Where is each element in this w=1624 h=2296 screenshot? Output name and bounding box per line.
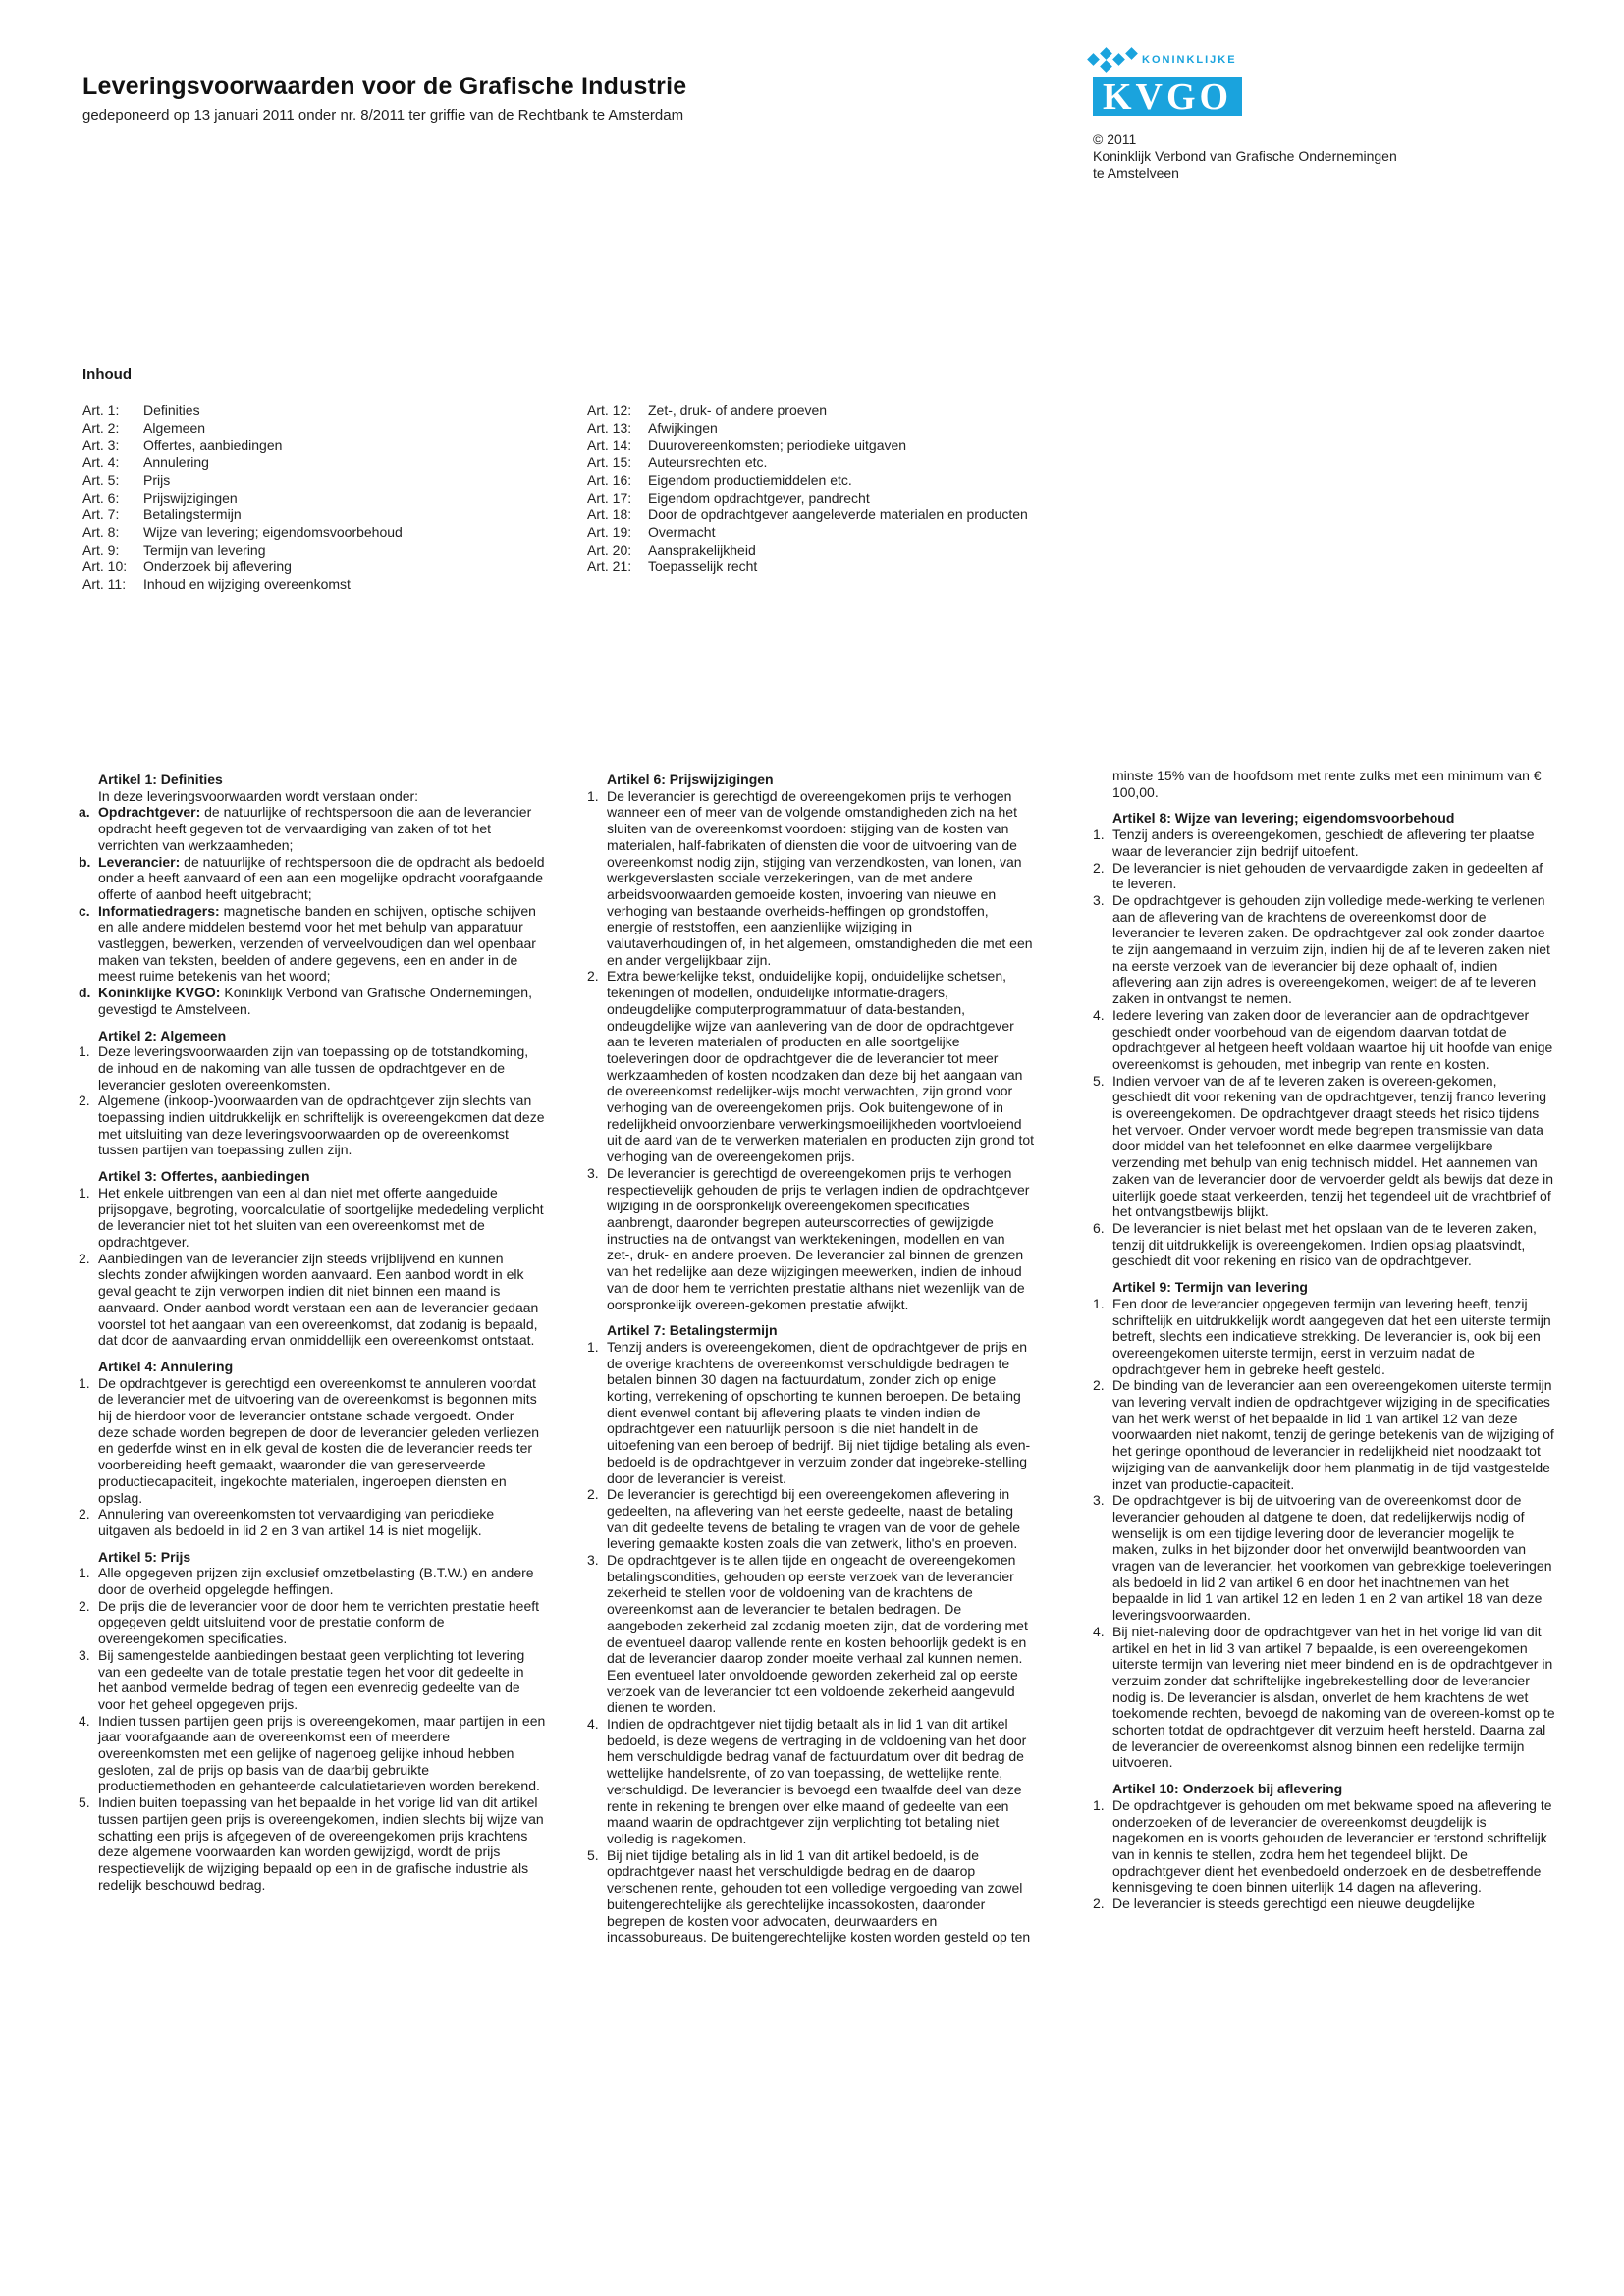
toc-entry xyxy=(587,437,1028,454)
toc-entry-label: Offertes, aanbiedingen xyxy=(143,437,283,454)
article-list xyxy=(587,788,1035,1313)
item-marker: 1. xyxy=(1093,1295,1105,1311)
copyright-block xyxy=(1093,132,1397,182)
article-intro: In deze leveringsvoorwaarden wordt verstaan onder: xyxy=(98,787,419,804)
item-marker: 2. xyxy=(587,968,599,985)
item-text: Bij samengestelde aanbiedingen bestaat geen verplichting tot levering van een gedeelte van de totale prestatie tegen het voor dit gedeelte in het aanbod vermelde bedrag of tegen een evenredig gedeelte van de voor het geheel opgegeven prijs. xyxy=(98,1646,525,1712)
definition-text: Koninklijk Verbond van Grafische Ondernemingen, gevestigd te Amstelveen. xyxy=(98,985,532,1017)
article-list xyxy=(1093,827,1556,1269)
toc-heading: Inhoud xyxy=(82,366,132,383)
copyright-location: te Amstelveen xyxy=(1093,165,1179,181)
text-column-2 xyxy=(587,772,1035,2213)
item-text: Deze leveringsvoorwaarden zijn van toepassing op de totstandkoming, de inhoud en de nakoming van alle tussen de opdrachtgever en de leverancier gesloten overeenkomsten. xyxy=(98,1043,529,1093)
article-7 xyxy=(587,1322,1035,1946)
article-heading: Artikel 2: Algemeen xyxy=(98,1027,227,1043)
toc-entry xyxy=(82,437,403,454)
toc-entry-number: Art. 20: xyxy=(587,541,632,558)
article-item xyxy=(1093,892,1556,1007)
article-item xyxy=(79,1794,546,1893)
toc-entry xyxy=(82,420,403,438)
toc-entry-number: Art. 9: xyxy=(82,541,120,558)
item-marker: 2. xyxy=(587,1486,599,1503)
toc-entry xyxy=(82,507,403,524)
item-text: Indien de opdrachtgever niet tijdig betaalt als in lid 1 van dit artikel bedoeld, is deze wegens de vertraging in de voldoening van het door hem verschuldigde bedrag vanaf de factuurdatum over dit bedrag de wettelijke handelsrente, of zo van toepassing, de wettelijke rente, verschuldigd. De leverancier is bevoegd een twaalfde deel van deze rente in rekening te brengen over elke maand of gedeelte van een maand waarin de opdrachtgever zijn verplichting tot betaling niet volledig is nagekomen. xyxy=(607,1716,1027,1846)
item-marker: 2. xyxy=(1093,1377,1105,1394)
toc-entry-number: Art. 8: xyxy=(82,523,120,540)
article-item xyxy=(587,1165,1035,1312)
item-text: Alle opgegeven prijzen zijn exclusief omzetbelasting (B.T.W.) en andere door de overheid opgelegde heffingen. xyxy=(98,1565,534,1598)
item-text: Algemene (inkoop-)voorwaarden van de opdrachtgever zijn slechts van toepassing indien uitdrukkelijk en schriftelijk is overeengekomen dat deze met uitsluiting van deze leveringsvoorwaarden op de overeenkomst tussen partijen van toepassing zullen zijn. xyxy=(98,1093,545,1158)
text-column-3 xyxy=(1093,768,1556,2220)
article-item xyxy=(79,1598,546,1647)
article-item xyxy=(1093,1492,1556,1624)
toc-entry xyxy=(82,576,403,594)
article-4 xyxy=(79,1359,546,1539)
article-7-continuation-text: minste 15% van de hoofdsom met rente zulks met een minimum van € 100,00. xyxy=(1112,768,1542,800)
toc-entry xyxy=(82,472,403,490)
article-6 xyxy=(587,772,1035,1312)
toc-entry-number: Art. 4: xyxy=(82,454,120,471)
article-item xyxy=(1093,827,1556,859)
item-text: De opdrachtgever is te allen tijde en ongeacht de overeengekomen betalingscondities, gehouden op eerste verzoek van de leverancier zekerheid te stellen voor de voldoening van de krachtens de overeenkomst aan de leverancier te betalen bedragen. De aangeboden zekerheid zal zodanig moeten zijn, dat de vordering met de eventueel daarop vallende rente en kosten behoorlijk gedekt is en dat de leverancier daarop zonder moeite verhaal zal kunnen nemen. Een eventueel later onvoldoende geworden zekerheid zal op eerste verzoek van de leverancier tot een voldoende zekerheid aangevuld dienen te worden. xyxy=(607,1552,1028,1716)
article-item xyxy=(587,968,1035,1164)
toc-entry-number: Art. 3: xyxy=(82,437,120,454)
article-list xyxy=(79,1565,546,1893)
article-list xyxy=(79,1185,546,1349)
toc-entry-number: Art. 6: xyxy=(82,489,120,506)
toc-entry xyxy=(587,402,1028,420)
article-item xyxy=(1093,1797,1556,1896)
toc-entry-number: Art. 17: xyxy=(587,489,632,506)
toc-entry-label: Algemeen xyxy=(143,419,206,436)
item-marker: 1. xyxy=(79,1043,90,1060)
item-marker: 1. xyxy=(79,1565,90,1581)
article-item xyxy=(1093,1007,1556,1073)
article-item xyxy=(79,1375,546,1507)
article-heading: Artikel 7: Betalingstermijn xyxy=(607,1322,778,1339)
item-text: De opdrachtgever is gehouden zijn volledige mede-werking te verlenen aan de aflevering van de krachtens de overeenkomst door de leverancier te leveren zaken. De opdrachtgever zal ook zonder daartoe te zijn aangemaand in verzuim zijn, indien hij de af te leveren zaken niet na eerste verzoek van de leverancier bij deze ophaalt of, indien aflevering aan zijn adres is overeengekomen, weigert de af te leveren zaken in ontvangst te nemen. xyxy=(1112,891,1550,1007)
article-item xyxy=(1093,1296,1556,1378)
item-text: De leverancier is gerechtigd de overeengekomen prijs te verhogen respectievelijk gehouden de prijs te verlagen indien de opdrachtgever wijziging in de oorspronkelijk overeengekomen specificaties aanbrengt, daaronder begrepen auteurscorrecties of gewijzigde instructies na de ontvangst van werktekeningen, modellen en van zet-, druk- en andere proeven. De leverancier zal binnen de grenzen van het redelijke aan deze wijzigingen meewerken, indien de inhoud van de door hem te verrichten prestatie althans niet wezenlijk van de oorspronkelijk overeen-gekomen prestatie afwijkt. xyxy=(607,1164,1030,1312)
item-text: Indien vervoer van de af te leveren zaken is overeen-gekomen, geschiedt dit voor rekening van de opdrachtgever, tenzij franco levering is overeengekomen. De opdrachtgever draagt steeds het risico tijdens het vervoer. Onder vervoer wordt mede begrepen transmissie van data door middel van het telefoonnet en elke daarmee vergelijkbare verzending met behulp van enig technisch middel. Het aannemen van zaken van de leverancier door de vervoerder geldt als bewijs dat deze in uiterlijk goede staat verkeerden, tenzij het tegendeel uit de vrachtbrief of het ontvangstbewijs blijkt. xyxy=(1112,1072,1554,1220)
article-list xyxy=(79,1043,546,1158)
article-heading: Artikel 10: Onderzoek bij aflevering xyxy=(1112,1781,1343,1797)
article-item xyxy=(1093,1624,1556,1771)
definition-text: de natuurlijke of rechtspersoon die aan de leverancier opdracht heeft gegeven tot de vervaardiging van zaken of tot het verrichten van werkzaamheden; xyxy=(98,804,532,853)
toc-entry-number: Art. 21: xyxy=(587,559,632,575)
toc-entry-label: Onderzoek bij aflevering xyxy=(143,559,292,575)
article-item xyxy=(79,1565,546,1597)
article-10 xyxy=(1093,1781,1556,1912)
definition-text: de natuurlijke of rechtspersoon die de opdracht als bedoeld onder a heeft aanvaard of een aan een mogelijke opdracht voorafgaande offerte of aanbod heeft uitgebracht; xyxy=(98,853,545,902)
item-text: De opdrachtgever is gehouden om met bekwame spoed na aflevering te onderzoeken of de leverancier de overeenkomst deugdelijk is nagekomen en is voorts gehouden de leverancier er terstond schriftelijk van in kennis te stellen, zodra hem het tegendeel blijkt. De opdrachtgever dient het evenbedoeld onderzoek en de desbetreffende kennisgeving te doen binnen uiterlijk 14 dagen na aflevering. xyxy=(1112,1796,1552,1896)
toc-entry-label: Eigendom productiemiddelen etc. xyxy=(648,471,852,488)
toc-entry-label: Duurovereenkomsten; periodieke uitgaven xyxy=(648,437,907,454)
item-marker: 4. xyxy=(587,1716,599,1733)
kvgo-logo xyxy=(1083,45,1248,120)
toc-entry xyxy=(587,454,1028,472)
definition-term: Koninklijke KVGO: xyxy=(98,985,221,1001)
toc-entry-number: Art. 2: xyxy=(82,419,120,436)
toc-entry xyxy=(587,542,1028,560)
article-heading: Artikel 9: Termijn van levering xyxy=(1112,1279,1308,1296)
item-text: Tenzij anders is overeengekomen, geschiedt de aflevering ter plaatse waar de leverancier zijn bedrijf uitoefent. xyxy=(1112,827,1535,859)
definition-term: Informatiedragers: xyxy=(98,902,220,919)
item-text: Bij niet-naleving door de opdrachtgever van het in het vorige lid van dit artikel en het in lid 3 van artikel 7 bepaalde, is een overeengekomen uiterste termijn van levering niet meer bindend en is de opdrachtgever in verzuim zonder dat schriftelijke ingebrekestelling door de leverancier nodig is. De leverancier is alsdan, onverlet de hem krachtens de wet toekomende rechten, bevoegd de nakoming van de overeen-komst op te schorten totdat de opdrachtgever dit verzuim heeft hersteld. Daarna zal de leverancier de overeenkomst alsnog binnen een redelijke termijn uitvoeren. xyxy=(1112,1623,1555,1771)
article-7-continued xyxy=(1093,768,1556,800)
article-1 xyxy=(79,772,546,1018)
item-text: De leverancier is gerechtigd bij een overeengekomen aflevering in gedeelten, na aflevering van het eerste gedeelte, naast de betaling van dit gedeelte tevens de betaling te vragen van de voor de gehele levering gemaakte kosten zoals die van zetwerk, litho's en proeven. xyxy=(607,1486,1021,1552)
toc-entry-label: Auteursrechten etc. xyxy=(648,454,768,471)
item-text: Tenzij anders is overeengekomen, dient de opdrachtgever de prijs en de overige krachtens de overeenkomst verschuldigde bedragen te betalen binnen 30 dagen na factuurdatum, zonder zich op enige korting, verrekening of opschorting te kunnen beroepen. De betaling dient evenwel contant bij aflevering plaats te vinden indien de opdrachtgever een natuurlijk persoon is die niet handelt in de uitoefening van een beroep of bedrijf. Bij niet tijdige betaling als even-bedoeld is de opdrachtgever in verzuim zonder dat ingebreke-stelling door de leverancier is vereist. xyxy=(607,1338,1031,1486)
article-item xyxy=(79,1647,546,1713)
item-marker: 2. xyxy=(79,1093,90,1109)
article-item xyxy=(79,903,546,986)
item-marker: b. xyxy=(79,853,91,870)
toc-entry-label: Zet-, druk- of andere proeven xyxy=(648,402,828,418)
article-heading: Artikel 3: Offertes, aanbiedingen xyxy=(98,1168,310,1185)
article-list xyxy=(79,804,546,1017)
toc-entry xyxy=(587,524,1028,542)
copyright-year: © 2011 xyxy=(1093,132,1137,147)
item-marker: 2. xyxy=(79,1506,90,1522)
article-item xyxy=(79,854,546,903)
item-marker: a. xyxy=(79,804,90,821)
toc-entry-label: Prijswijzigingen xyxy=(143,489,238,506)
definition-term: Opdrachtgever: xyxy=(98,804,201,821)
toc-entry-label: Inhoud en wijziging overeenkomst xyxy=(143,576,351,593)
toc-entry-label: Aansprakelijkheid xyxy=(648,541,756,558)
item-marker: 3. xyxy=(1093,891,1105,908)
article-list xyxy=(1093,1296,1556,1771)
item-marker: 3. xyxy=(79,1646,90,1663)
toc-entry xyxy=(82,524,403,542)
article-list xyxy=(587,1339,1035,1946)
item-text: De opdrachtgever is gerechtigd een overeenkomst te annuleren voordat de leverancier met de uitvoering van de overeenkomst is begonnen mits hij de hierdoor voor de leverancier ontstane schade vergoedt. Onder deze schade worden begrepen de door de leverancier geleden verliezen en gederfde winst en in elk geval de kosten die de leverancier reeds ter voorbereiding heeft gemaakt, waaronder die van gereserveerde productiecapaciteit, ingekochte materialen, ingeroepen diensten en opslag. xyxy=(98,1374,540,1506)
toc-entry-number: Art. 13: xyxy=(587,419,632,436)
item-marker: d. xyxy=(79,985,91,1001)
logo-top-text: KONINKLIJKE xyxy=(1142,54,1237,66)
item-text: Iedere levering van zaken door de leverancier aan de opdrachtgever geschiedt onder voorbehoud van de eigendom daarvan totdat de opdrachtgever al hetgeen heeft voldaan waartoe hij uit hoofde van enige overeenkomst is gehouden, met inbegrip van rente en kosten. xyxy=(1112,1006,1553,1072)
article-9 xyxy=(1093,1279,1556,1771)
article-item xyxy=(1093,1220,1556,1269)
article-heading: Artikel 5: Prijs xyxy=(98,1548,191,1565)
article-item xyxy=(1093,860,1556,892)
document-title: Leveringsvoorwaarden voor de Grafische Industrie xyxy=(82,73,687,100)
toc-entry xyxy=(82,402,403,420)
item-text: De opdrachtgever is bij de uitvoering van de overeenkomst door de leverancier gehouden al datgene te doen, dat redelijkerwijs nodig of wenselijk is om een tijdige levering door de leverancier mogelijk te maken, zulks in het bijzonder door het onverwijld beantwoorden van vragen van de leverancier, het voorkomen van gebrekkige toeleveringen als bedoeld in lid 2 van artikel 6 en door het inachtnemen van het bepaalde in lid 1 van artikel 12 en leden 1 en 2 van artikel 18 van deze leveringsvoorwaarden. xyxy=(1112,1492,1552,1624)
toc-entry-number: Art. 12: xyxy=(587,402,632,418)
item-text: Het enkele uitbrengen van een al dan niet met offerte aangeduide prijsopgave, begroting, voorcalculatie of soortgelijke mededeling verplicht de leverancier niet tot het sluiten van een overeenkomst met de opdrachtgever. xyxy=(98,1184,544,1250)
item-text: De leverancier is steeds gerechtigd een nieuwe deugdelijke xyxy=(1112,1896,1475,1912)
item-marker: 4. xyxy=(1093,1623,1105,1639)
toc-entry-number: Art. 11: xyxy=(82,576,127,593)
item-marker: c. xyxy=(79,902,90,919)
article-5 xyxy=(79,1549,546,1894)
item-marker: 6. xyxy=(1093,1219,1105,1236)
definition-text: magnetische banden en schijven, optische schijven en alle andere middelen bestemd voor het met behulp van apparatuur vastleggen, bewerken, verzenden of verveelvoudigen dan wel openbaar maken van teksten, beelden of andere gegevens, een en ander in de meest ruime betekenis van het woord; xyxy=(98,902,536,985)
article-item xyxy=(587,1486,1035,1552)
item-marker: 3. xyxy=(587,1552,599,1569)
article-item xyxy=(587,1847,1035,1946)
item-marker: 1. xyxy=(79,1374,90,1391)
toc-entry xyxy=(587,507,1028,524)
item-marker: 5. xyxy=(587,1846,599,1863)
toc-entry xyxy=(82,542,403,560)
text-column-1 xyxy=(79,772,546,2213)
kvgo-logo-graphic xyxy=(1083,45,1248,120)
article-3 xyxy=(79,1168,546,1349)
article-item xyxy=(79,1251,546,1349)
item-text: Aanbiedingen van de leverancier zijn steeds vrijblijvend en kunnen slechts zonder afwijkingen worden aanvaard. Een aanbod wordt in elk geval geacht te zijn verworpen indien dit niet binnen een maand is aanvaard. Onder aanbod wordt verstaan een aan de leverancier gedaan voorstel tot het aangaan van een overeenkomst, dat zodanig is bepaald, dat door de aanvaarding ervan onmiddellijk een overeenkomst ontstaat. xyxy=(98,1250,539,1349)
item-text: De leverancier is niet gehouden de vervaardigde zaken in gedeelten af te leveren. xyxy=(1112,859,1543,892)
item-marker: 2. xyxy=(79,1597,90,1614)
article-item xyxy=(587,788,1035,969)
toc-right-column xyxy=(587,402,1028,576)
item-text: Extra bewerkelijke tekst, onduidelijke kopij, onduidelijke schetsen, tekeningen of modellen, onduidelijke informatie-dragers, ondeugdelijke computerprogrammatuur of data-bestanden, ondeugdelijke wijze van aanlevering van de door de opdrachtgever aan te leveren materialen of producten en alle soortgelijke toeleveringen door de opdrachtgever die de leverancier tot meer werkzaamheden of kosten noodzaken dan deze bij het aangaan van de overeenkomst redelijker-wijs mocht verwachten, zijn grond voor verhoging van de overeengekomen prijs. Ook buitengewone of in redelijkheid onvoorzienbare verwerkingsmoeilijkheden voortvloeiend uit de aard van de te verwerken materialen en producten zijn grond tot verhoging van de overeengekomen prijs. xyxy=(607,968,1035,1165)
toc-entry-label: Toepasselijk recht xyxy=(648,559,758,575)
toc-entry-label: Termijn van levering xyxy=(143,541,266,558)
article-2 xyxy=(79,1028,546,1159)
toc-entry-number: Art. 16: xyxy=(587,471,632,488)
item-marker: 2. xyxy=(1093,1896,1105,1912)
item-marker: 1. xyxy=(79,1184,90,1201)
item-marker: 4. xyxy=(79,1712,90,1729)
document-subtitle: gedeponeerd op 13 januari 2011 onder nr. 8/2011 ter griffie van de Rechtbank te Amsterdam xyxy=(82,107,684,124)
article-list xyxy=(1093,1797,1556,1912)
article-item xyxy=(79,1043,546,1093)
item-text: Annulering van overeenkomsten tot vervaardiging van periodieke uitgaven als bedoeld in lid 2 en 3 van artikel 14 is niet mogelijk. xyxy=(98,1506,495,1538)
toc-entry-label: Overmacht xyxy=(648,523,716,540)
article-item xyxy=(587,1552,1035,1716)
toc-entry xyxy=(587,559,1028,576)
toc-entry-label: Betalingstermijn xyxy=(143,507,242,523)
article-item xyxy=(587,1716,1035,1847)
item-marker: 1. xyxy=(587,787,599,804)
article-item xyxy=(79,1185,546,1251)
article-heading: Artikel 4: Annulering xyxy=(98,1358,234,1374)
toc-entry-label: Eigendom opdrachtgever, pandrecht xyxy=(648,489,870,506)
toc-entry-label: Door de opdrachtgever aangeleverde materialen en producten xyxy=(648,507,1028,523)
article-list xyxy=(79,1375,546,1539)
item-marker: 5. xyxy=(79,1794,90,1811)
article-item xyxy=(79,985,546,1017)
toc-entry xyxy=(587,490,1028,507)
item-marker: 1. xyxy=(1093,827,1105,843)
toc-entry xyxy=(82,490,403,507)
toc-entry-number: Art. 15: xyxy=(587,454,632,471)
article-item xyxy=(79,1506,546,1538)
item-text: Indien tussen partijen geen prijs is overeengekomen, maar partijen in een jaar voorafgaande aan de overeenkomst een of meerdere overeenkomsten met een gelijke of nagenoeg gelijke inhoud hebben gesloten, zal de prijs op basis van de daarbij gebruikte productiemethoden en gehanteerde calculatietarieven worden berekend. xyxy=(98,1712,546,1794)
article-8 xyxy=(1093,810,1556,1269)
copyright-org: Koninklijk Verbond van Grafische Ondernemingen xyxy=(1093,148,1397,164)
toc-entry-label: Afwijkingen xyxy=(648,419,718,436)
logo-main-text: KVGO xyxy=(1102,77,1233,118)
toc-entry-label: Definities xyxy=(143,402,200,418)
item-marker: 2. xyxy=(1093,859,1105,876)
article-item xyxy=(79,804,546,853)
item-text: Een door de leverancier opgegeven termijn van levering heeft, tenzij schriftelijk en uitdrukkelijk wordt aangegeven dat het een uiterste termijn betreft, slechts een indicatieve strekking. De leverancier is, ook bij een overeengekomen uiterste termijn, eerst in verzuim nadat de opdrachtgever hem in gebreke heeft gesteld. xyxy=(1112,1295,1551,1377)
toc-entry-number: Art. 5: xyxy=(82,471,120,488)
toc-entry-label: Wijze van levering; eigendomsvoorbehoud xyxy=(143,523,403,540)
item-marker: 1. xyxy=(587,1338,599,1355)
toc-entry-label: Annulering xyxy=(143,454,209,471)
article-item xyxy=(79,1093,546,1158)
item-marker: 4. xyxy=(1093,1006,1105,1023)
article-heading: Artikel 6: Prijswijzigingen xyxy=(607,772,774,787)
item-marker: 5. xyxy=(1093,1072,1105,1089)
article-item xyxy=(587,1339,1035,1486)
toc-entry xyxy=(587,420,1028,438)
toc-entry-number: Art. 14: xyxy=(587,437,632,454)
item-text: De leverancier is gerechtigd de overeengekomen prijs te verhogen wanneer een of meer van de volgende omstandigheden zich na het sluiten van de overeenkomst voordoen: stijging van de kosten van materialen, half-fabrikaten of diensten die voor de uitvoering van de overeenkomst nodig zijn, stijging van verzendkosten, van lonen, van werkgeverslasten sociale verzekeringen, van de met andere arbeidsvoorwaarden gemoeide kosten, invoering van nieuwe en verhoging van bestaande overheids-heffingen op grondstoffen, energie of reststoffen, een aanzienlijke wijziging in valutaverhoudingen of, in het algemeen, omstandigheden die met een en ander vergelijkbaar zijn. xyxy=(607,787,1033,968)
item-marker: 3. xyxy=(587,1164,599,1181)
item-text: De leverancier is niet belast met het opslaan van de te leveren zaken, tenzij dit uitdrukkelijk is overeengekomen. Indien opslag plaatsvindt, geschiedt dit voor rekening en risico van de opdrachtgever. xyxy=(1112,1219,1537,1269)
item-text: Indien buiten toepassing van het bepaalde in het vorige lid van dit artikel tussen partijen geen prijs is overeengekomen, indien slechts bij wijze van schatting een prijs is afgegeven of de overeengekomen prijs krachtens deze algemene voorwaarden kan worden gewijzigd, wordt de prijs respectievelijk de wijziging bepaald op een in de grafische industrie als redelijk beschouwd bedrag. xyxy=(98,1794,544,1893)
toc-entry-number: Art. 1: xyxy=(82,402,120,418)
toc-entry xyxy=(587,472,1028,490)
toc-left-column xyxy=(82,402,403,594)
toc-entry-number: Art. 7: xyxy=(82,507,120,523)
article-item xyxy=(1093,1896,1556,1912)
toc-entry xyxy=(82,454,403,472)
toc-entry-number: Art. 18: xyxy=(587,507,632,523)
article-item xyxy=(1093,1073,1556,1220)
item-text: Bij niet tijdige betaling als in lid 1 van dit artikel bedoeld, is de opdrachtgever naast het verschuldigde bedrag en de daarop verschenen rente, gehouden tot een volledige vergoeding van zowel buitengerechtelijke als gerechtelijke incassokosten, daaronder begrepen de kosten voor advocaten, deurwaarders en incassobureaus. De buitengerechtelijke kosten worden gesteld op ten xyxy=(607,1846,1031,1946)
definition-term: Leverancier: xyxy=(98,853,181,870)
article-item xyxy=(1093,1377,1556,1492)
item-text: De prijs die de leverancier voor de door hem te verrichten prestatie heeft opgegeven geldt uitsluitend voor de prestatie conform de overeengekomen specificaties. xyxy=(98,1597,540,1647)
item-marker: 3. xyxy=(1093,1492,1105,1509)
toc-entry-label: Prijs xyxy=(143,471,171,488)
toc-entry xyxy=(82,559,403,576)
article-item xyxy=(79,1713,546,1795)
article-heading: Artikel 8: Wijze van levering; eigendomsvoorbehoud xyxy=(1112,810,1455,827)
toc-entry-number: Art. 19: xyxy=(587,523,632,540)
item-text: De binding van de leverancier aan een overeengekomen uiterste termijn van levering vervalt indien de opdrachtgever wijziging in de specificaties van het werk wenst of het bepaalde in lid 1 van artikel 12 van deze voorwaarden niet nakomt, tenzij de geringe betekenis van de wijziging of het geringe oponthoud de leverancier in redelijkheid niet noodzaakt tot wijziging van de aanvankelijk door hem planmatig in de tijd vastgestelde inzet van productie-capaciteit. xyxy=(1112,1377,1554,1492)
toc-entry-number: Art. 10: xyxy=(82,559,128,575)
item-marker: 2. xyxy=(79,1250,90,1266)
article-heading: Artikel 1: Definities xyxy=(98,772,223,787)
item-marker: 1. xyxy=(1093,1796,1105,1813)
